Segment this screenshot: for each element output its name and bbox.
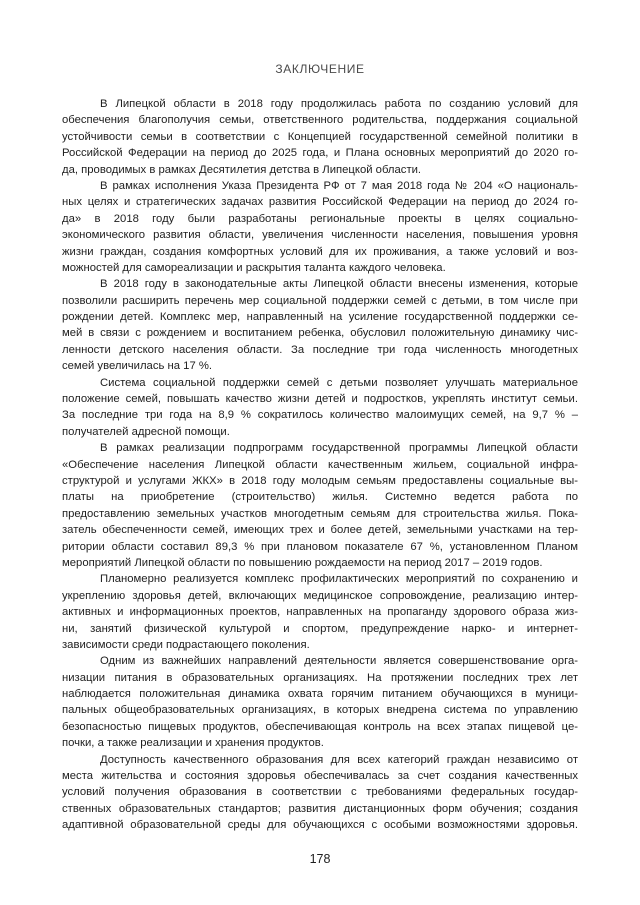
text-line: получателей адресной помощи. <box>62 425 230 438</box>
text-line: да» в 2018 году были разработаны региональные проекты в целях социально- <box>62 212 578 225</box>
text-line: положение семей, повышать качество жизни детей и подростков, укреплять институт семьи. <box>62 393 578 406</box>
body-text <box>62 96 578 834</box>
text-line: зависимости среди подрастающего поколения. <box>62 638 310 651</box>
text-line: ных целях и стратегических задачах развития Российской Федерации на период до 2024 го- <box>62 196 578 209</box>
text-line: За последние три года на 8,9 % сократилось количество малоимущих семей, на 9,7 % – <box>62 409 578 422</box>
text-line: В рамках исполнения Указа Президента РФ от 7 мая 2018 года № 204 «О националь- <box>100 179 578 192</box>
text-line: адаптивной образовательной среды для обучающихся с особыми возможностями здоровья. <box>62 819 578 832</box>
text-line: ритории области составил 89,3 % при плановом показателе 67 %, установленном Планом <box>62 540 578 553</box>
text-line: В 2018 году в законодательные акты Липецкой области внесены изменения, которые <box>100 278 578 291</box>
text-line: низации питания в образовательных организациях. На протяжении последних трех лет <box>62 671 578 684</box>
text-line: В рамках реализации подпрограмм государственной программы Липецкой области <box>100 442 578 455</box>
text-line: можностей для самореализации и раскрытия таланта каждого человека. <box>62 261 446 274</box>
text-line: В Липецкой области в 2018 году продолжилась работа по созданию условий для <box>100 98 578 110</box>
text-line: места жительства и состояния здоровья обеспечивалась за счет создания качественных <box>62 770 578 783</box>
text-line: затель обеспеченности семей, имеющих трех и более детей, земельными участками на тер- <box>62 524 578 537</box>
text-line: ленности детского населения области. За последние три года численность многодетных <box>62 343 578 356</box>
text-line: экономического развития области, увеличения численности населения, повышения уровня <box>62 229 578 242</box>
text-line: укреплению здоровья детей, включающих медицинское сопровождение, реализацию интер- <box>62 589 578 602</box>
text-line: структурой и услугами ЖКХ» в 2018 году молодым семьям предоставлены социальные вы- <box>62 474 578 487</box>
page-title: ЗАКЛЮЧЕНИЕ <box>275 62 365 76</box>
text-line: ственных образовательных стандартов; развития дистанционных форм обучения; создания <box>62 802 578 815</box>
text-line: наблюдается положительная динамика охвата горячим питанием обучающихся в муници- <box>62 688 578 701</box>
text-line: да, проводимых в рамках Десятилетия детства в Липецкой области. <box>62 163 422 176</box>
page-number: 178 <box>309 852 331 866</box>
text-line: рождении детей. Комплекс мер, направленный на усиление государственной поддержки се- <box>62 311 578 324</box>
text-line: ни, занятий физической культурой и спортом, предупреждение нарко- и интернет- <box>62 622 578 635</box>
text-line: активных и информационных проектов, направленных на пропаганду здорового образа жиз- <box>62 606 578 619</box>
text-line: почки, а также реализации и хранения продуктов. <box>62 737 324 750</box>
text-line: Система социальной поддержки семей с детьми позволяет улучшать материальное <box>100 376 578 389</box>
text-line: устойчивости семьи в соответствии с Концепцией государственной семейной политики в <box>62 130 578 143</box>
text-line: жизни граждан, создания комфортных условий для их проживания, а также условий и воз- <box>62 245 578 258</box>
text-line: безопасностью пищевых продуктов, обеспечивающая контроль на всех этапах пищевой це- <box>62 720 578 733</box>
text-line: Российской Федерации на период до 2025 года, и Плана основных мероприятий до 2020 го- <box>62 147 578 160</box>
text-line: Одним из важнейших направлений деятельности является совершенствование орга- <box>100 655 578 668</box>
text-line: семей увеличилась на 17 %. <box>62 360 213 373</box>
text-line: обеспечения благополучия семьи, ответственного родительства, поддержания социальной <box>62 114 578 127</box>
text-line: Доступность качественного образования для всех категорий граждан независимо от <box>100 753 578 766</box>
text-line: «Обеспечение населения Липецкой области качественным жильем, социальной инфра- <box>62 458 578 471</box>
text-line: Планомерно реализуется комплекс профилактических мероприятий по сохранению и <box>100 573 578 586</box>
text-line: платы на приобретение (строительство) жилья. Системно ведется работа по <box>62 491 578 504</box>
text-line: позволили расширить перечень мер социальной поддержки семей с детьми, в том числе при <box>62 294 578 307</box>
text-line: пальных общеобразовательных организациях, в которых внедрена система по управлению <box>62 704 578 717</box>
text-line: мероприятий Липецкой области по повышению рождаемости на период 2017 – 2019 годов. <box>62 556 543 569</box>
text-line: предоставлению земельных участков многодетным семьям для строительства жилья. Пока- <box>62 507 578 520</box>
text-line: условий получения образования в соответствии с требованиями федеральных государ- <box>62 786 578 799</box>
text-line: мей в связи с рождением и воспитанием ребенка, обусловил положительную динамику чис- <box>62 327 578 340</box>
